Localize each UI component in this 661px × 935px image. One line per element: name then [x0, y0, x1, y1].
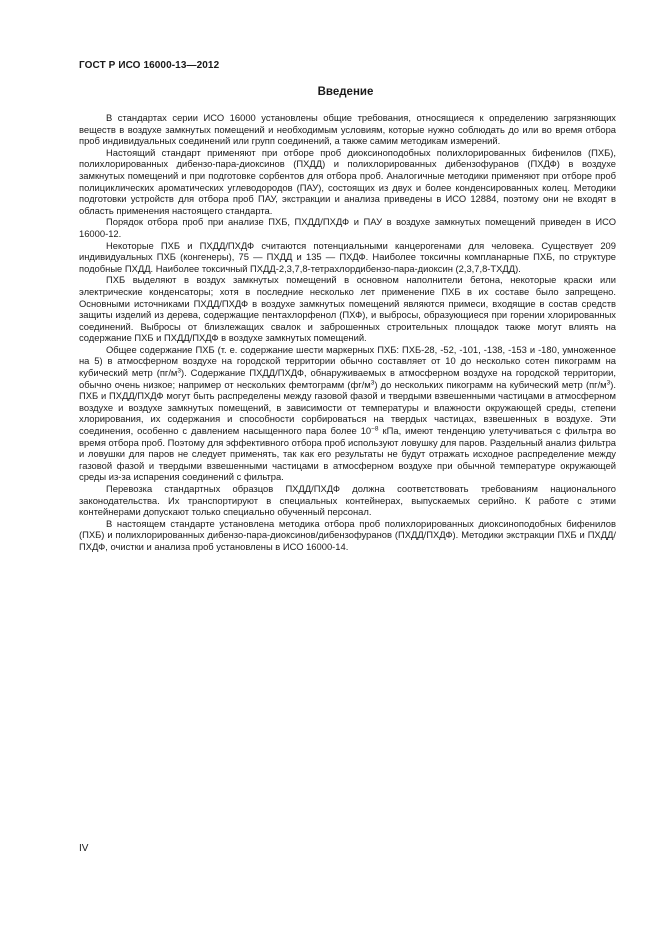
text-run: ) до нескольких пикограмм на кубический метр (пг/м [374, 378, 607, 390]
section-title: Введение [317, 86, 374, 98]
page-number: IV [79, 843, 89, 854]
paragraph-sources: ПХБ выделяют в воздух замкнутых помещений в основном наполнители бетона, некоторые краски или электрические конденсаторы; хотя в последние несколько лет применение ПХБ в их составе было запрещено. Основными источниками ПХДД/ПХДФ в воздухе замкнутых помещений являются примеси, входящие в состав средств защиты изделий из дерева, содержащие пентахлорфенол (ПХФ), и выбросы, образующиеся при горении хлорированных соединений. Выбросы от близлежащих свалок и заброшенных строительных площадок также могут влиять на содержание ПХБ и ПХДД/ПХДФ в воздухе замкнутых помещений. [79, 274, 616, 344]
document-code: ГОСТ Р ИСО 16000-13—2012 [79, 60, 220, 71]
paragraph-sampling-reference: Порядок отбора проб при анализе ПХБ, ПХДД/ПХДФ и ПАУ в воздухе замкнутых помещений приведен в ИСО 16000-12. [79, 216, 616, 239]
paragraph-carcinogens: Некоторые ПХБ и ПХДД/ПХДФ считаются потенциальными канцерогенами для человека. Существует 209 индивидуальных ПХБ (конгенеры), 75 — ПХДД и 135 — ПХДФ. Наиболее токсичны компланарные ПХБ, по структуре подобные ПХДД. Наиболее токсичный ПХДД-2,3,7,8-тетрахлордибензо-пара-диоксин (2,3,7,8-ТХДД). [79, 239, 616, 274]
paragraph-scope-series: В стандартах серии ИСО 16000 установлены общие требования, относящиеся к определению загрязняющих веществ в воздухе замкнутых помещений и необходимым условиям, которые нужно соблюдать до или во время отбора проб индивидуальных соединений или групп соединений, а также самим методикам измерений. [79, 112, 616, 147]
paragraph-method: В настоящем стандарте установлена методика отбора проб полихлорированных диоксиноподобных бифенилов (ПХБ) и полихлорированных дибензо-пара-диоксинов/дибензофуранов (ПХДД/ПХДФ). Методики экстракции ПХБ и ПХДД/ПХДФ, очистки и анализа проб установлены в ИСО 16000-14. [79, 517, 616, 552]
text-run: Общее содержание ПХБ (т. е. содержание шести маркерных ПХБ: ПХБ-28, -52, -101, -138, -153 и -180, умноженное на 5) в атмосферном воздухе на городской территории обычно составляет от 10 до несколько сотен пикограмм на кубический метр (пг/м [79, 343, 616, 379]
paragraph-scope-standard: Настоящий стандарт применяют при отборе проб диоксиноподобных полихлорированных бифенилов (ПХБ), полихлорированных дибензо-пара-диоксинов (ПХДД) и полихлорированных дибензофуранов (ПХДФ) в воздухе замкнутых помещений и при подготовке сорбентов для отбора проб. Аналогичные методики применяют при отборе проб полициклических ароматических углеводородов (ПАУ), состоящих из двух и более конденсированных колец. Методики подготовки устройств для отбора проб ПАУ, экстракции и анализа приведены в ИСО 12884, поэтому они не входят в область применения настоящего стандарта. [79, 146, 616, 216]
text-run: ). Содержание ПХДД/ПХДФ, обнаруживаемых в атмосферном воздухе на городской территории, обычно очень низкое; например от нескольких фемтограмм (фг/м [79, 367, 617, 390]
text-run: кПа, имеют тенденцию улетучиваться с фильтра во время отбора проб. Поэтому для эффективного отбора проб используют ловушку для паров. Раздельный анализ фильтра и ловушки для паров не следует применять, так как его результаты не будут отражать исходное распределение между газовой фазой и твердыми взвешенными частицами в атмосферном воздухе при обычной температуре окружающей среды из-за испарения соединений с фильтра. [79, 425, 616, 483]
superscript: 3 [606, 379, 611, 387]
paragraph-transport: Перевозка стандартных образцов ПХДД/ПХДФ должна соответствовать требованиям национального законодательства. Их транспортируют в специальных контейнерах, выпускаемых серийно. К работе с этими контейнерами допускают только специально обученный персонал. [79, 483, 616, 518]
superscript: 3 [370, 379, 375, 387]
superscript: 3 [177, 367, 182, 375]
text-run: ). ПХБ и ПХДД/ПХДФ могут быть распределены между газовой фазой и твердыми взвешенными частицами в атмосферном воздухе и воздухе замкнутых помещений, в зависимости от температуры и влажности окружающей среды, степени хлорирования, их содержания и способности сорбироваться на твердых частицах, взвешенных в воздухе. Эти соединения, особенно с давлением насыщенного пара более 10 [79, 378, 616, 437]
paragraph-concentrations [79, 344, 616, 483]
body-text [79, 112, 616, 553]
superscript: −8 [371, 425, 379, 433]
